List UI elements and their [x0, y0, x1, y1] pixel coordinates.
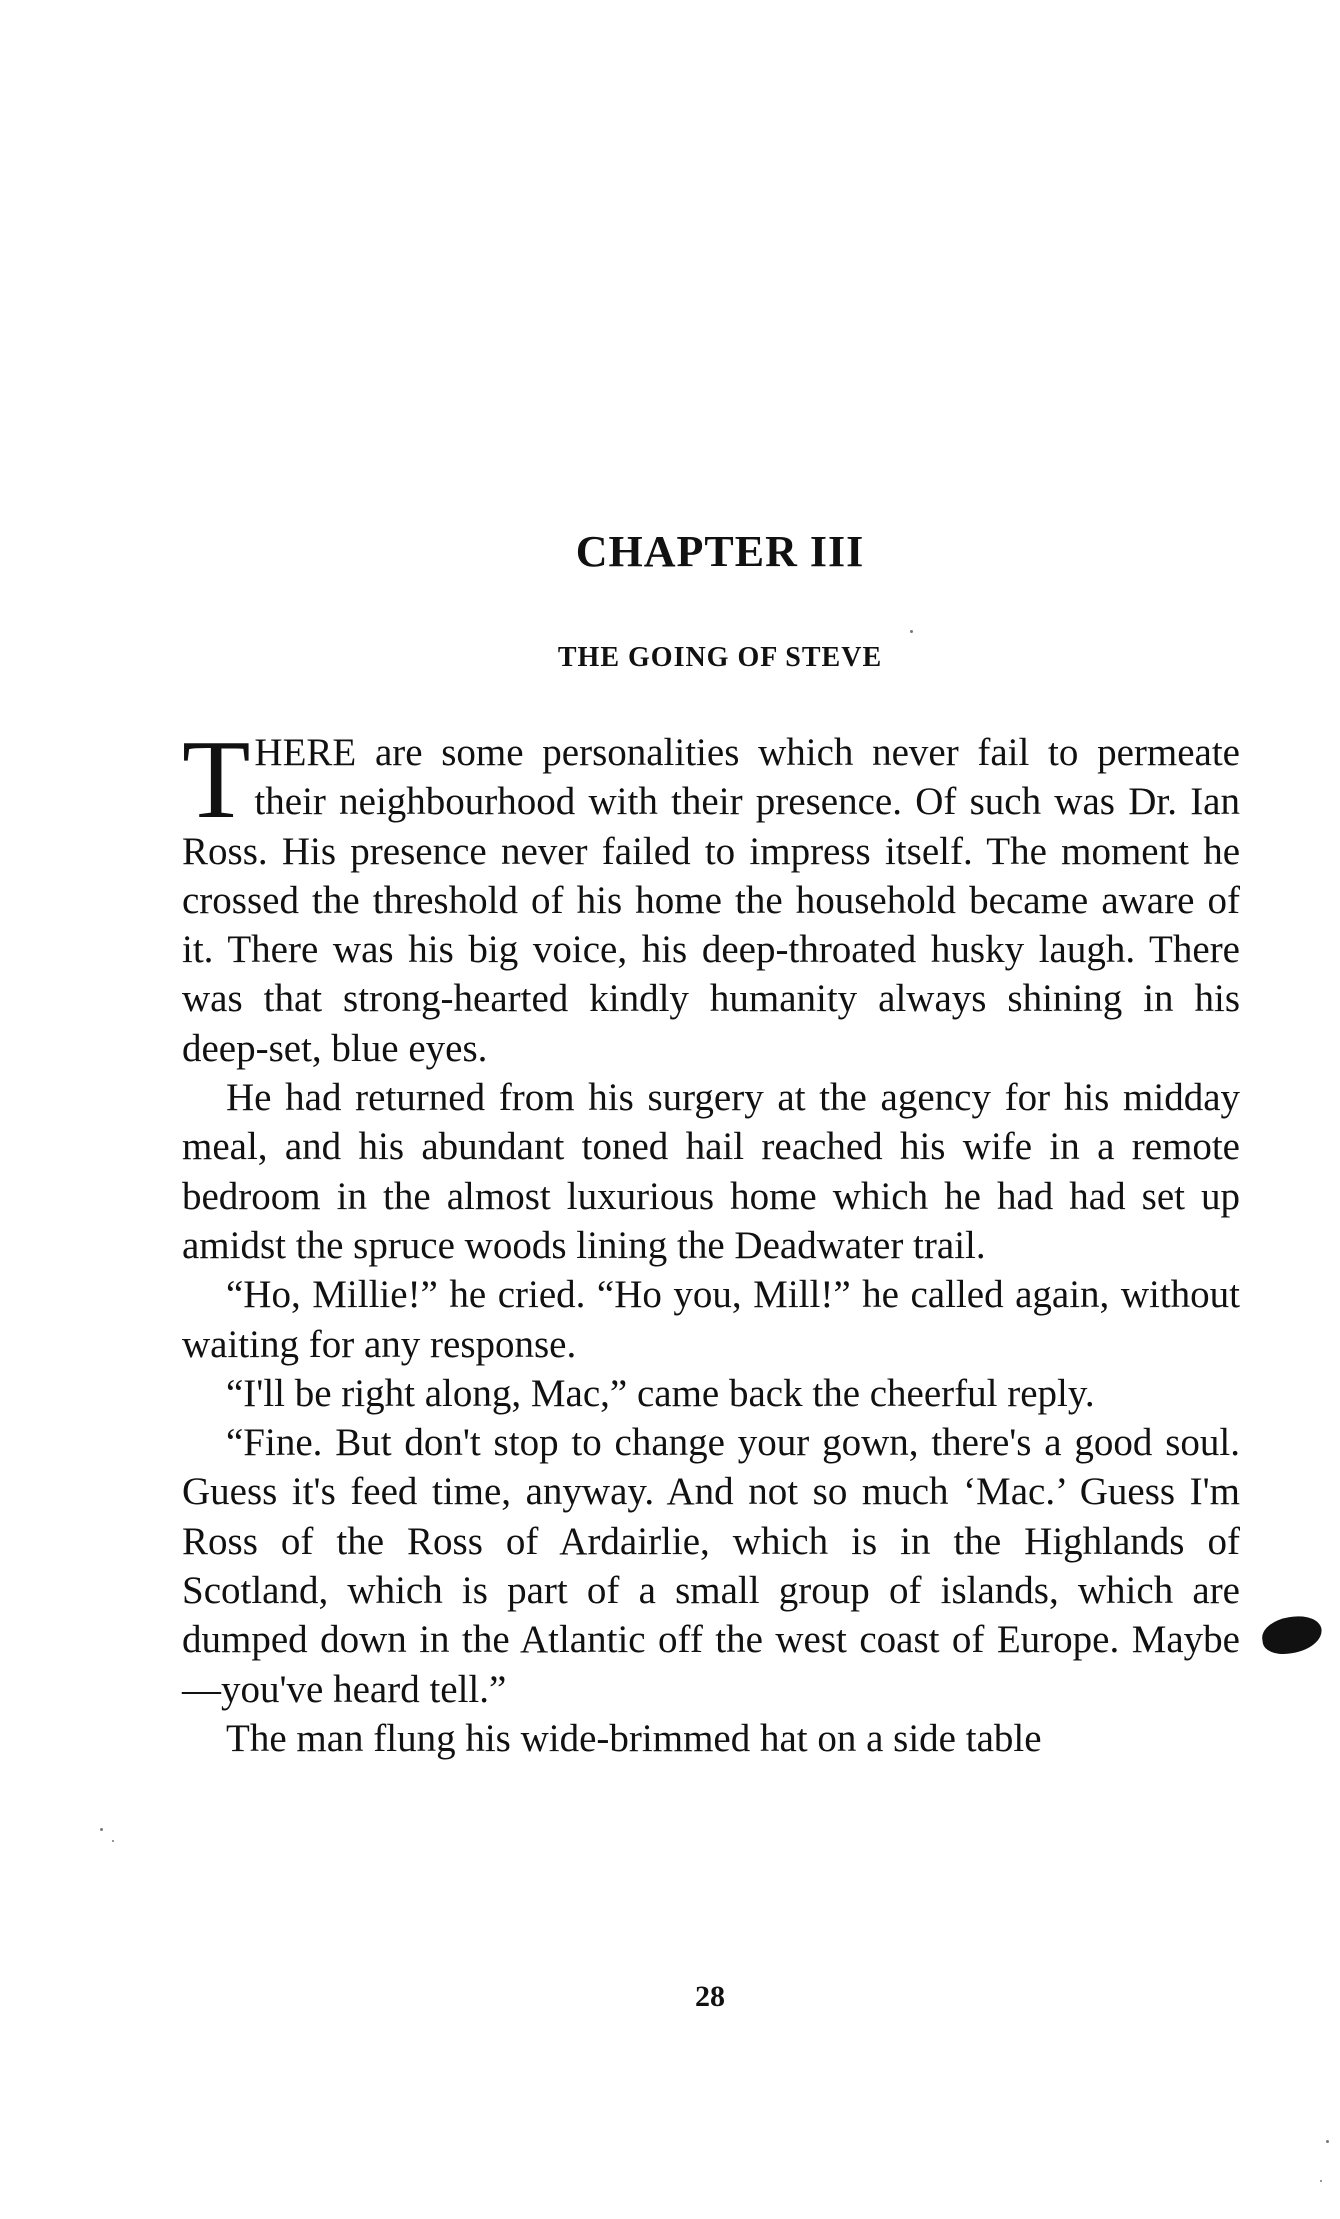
paragraph-6: The man flung his wide-brimmed hat on a side table: [226, 1716, 1042, 1760]
drop-cap: T: [182, 718, 251, 842]
paragraph-2: He had returned from his surgery at the agency for his midday meal, and his abundant toned hail reached his wife in a remote bedroom in the almost luxurious home which he had had set up amidst the spruce woods lining the Deadwater trail.: [182, 1076, 1240, 1267]
ink-blot-mark: [1260, 1613, 1324, 1657]
paragraph-1-text: HERE are some personalities which never fail to permeate their neighbourhood with their presence. Of such was Dr. Ian Ross. His presence never failed to impress itself. The moment he crossed the threshold of his home the household became aware of it. There was his big voice, his deep-throated husky laugh. There was that strong-hearted kindly humanity always shining in his deep-set, blue eyes.: [182, 731, 1240, 1070]
scan-speck: [1326, 2140, 1329, 2143]
page-number: 28: [695, 1980, 725, 2013]
scan-speck: [112, 1840, 114, 1842]
scan-speck: [910, 630, 913, 633]
paragraph-4: “I'll be right along, Mac,” came back the cheerful reply.: [226, 1371, 1095, 1415]
paragraph-3: “Ho, Millie!” he cried. “Ho you, Mill!” he called again, without waiting for any response.: [182, 1273, 1240, 1366]
scan-speck: [100, 1828, 103, 1831]
chapter-subtitle: THE GOING OF STEVE: [557, 642, 883, 673]
scan-speck: [1320, 2180, 1322, 2182]
chapter-title: CHAPTER III: [575, 527, 865, 576]
paragraph-1: [182, 718, 1240, 1073]
paragraph-5: “Fine. But don't stop to change your gown, there's a good soul. Guess it's feed time, anyway. And not so much ‘Mac.’ Guess I'm Ross of the Ross of Ardairlie, which is in the Highlands of Scotland, which is part of a small group of islands, which are dumped down in the Atlantic off the west coast of Europe. Maybe—you've heard tell.”: [182, 1421, 1240, 1711]
chapter-text: [182, 718, 1240, 1763]
